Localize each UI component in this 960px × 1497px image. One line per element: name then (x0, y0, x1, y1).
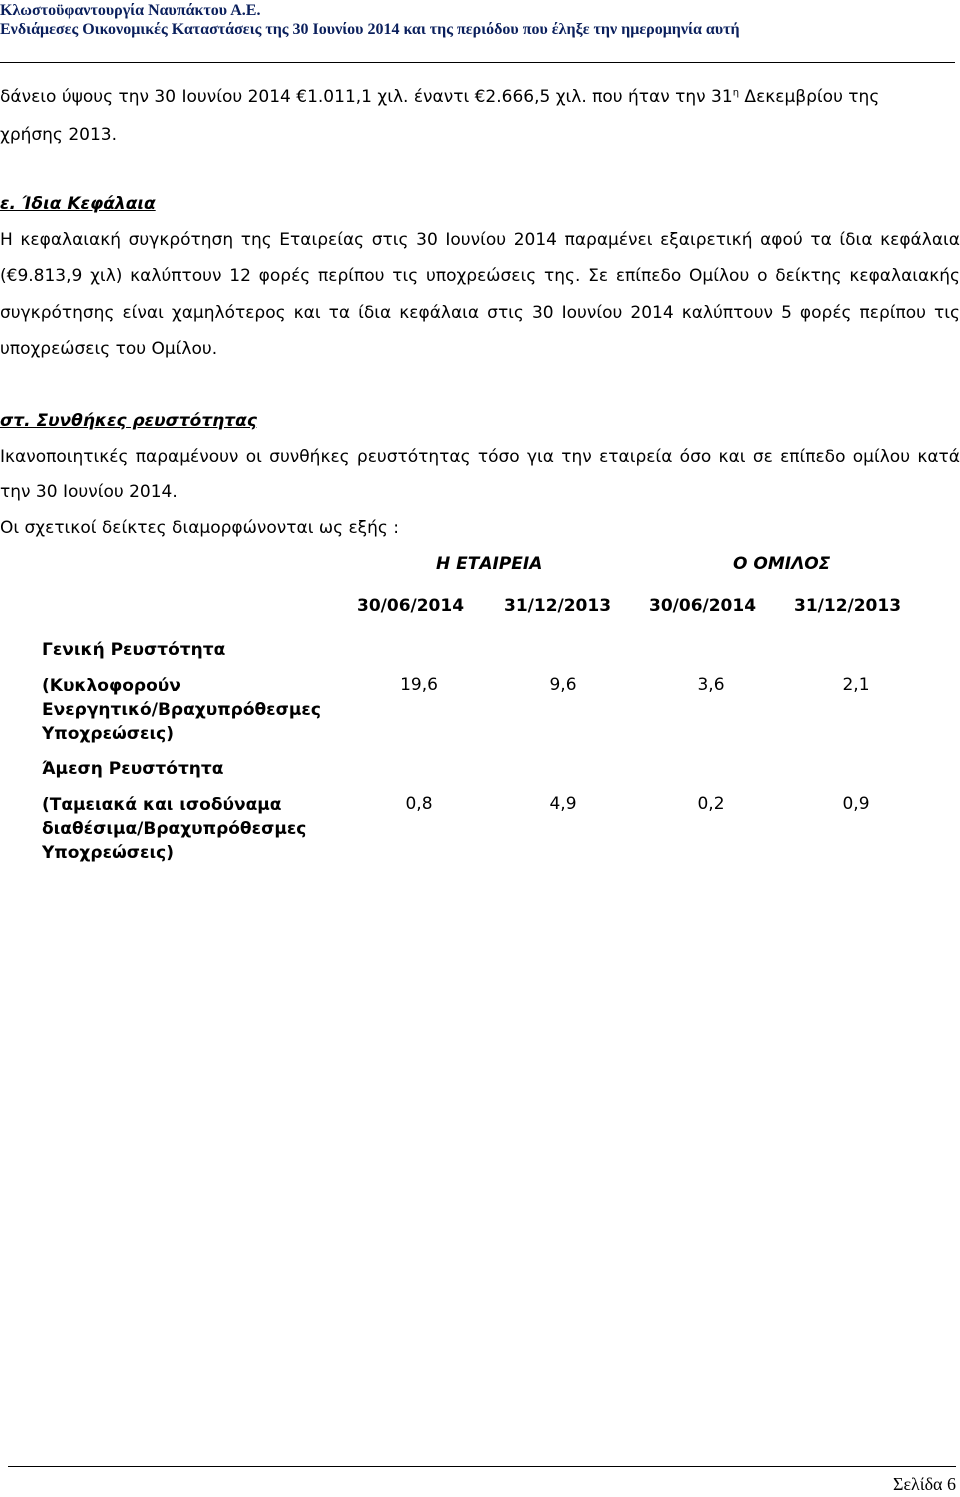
table-cell: 2,1 (842, 675, 870, 695)
column-date: 31/12/2013 (504, 596, 612, 616)
footer-rule (8, 1466, 956, 1467)
table-cell: 3,6 (697, 675, 725, 695)
table-cell: 0,9 (842, 794, 870, 814)
column-date: 30/06/2014 (357, 596, 465, 616)
row-description: (Κυκλοφορούν (42, 676, 181, 696)
row-title: Άμεση Ρευστότητα (42, 759, 224, 779)
equity-line-1: Η κεφαλαιακή συγκρότηση της Εταιρείας στις 30 Ιουνίου 2014 παραμένει εξαιρετική αφού τα ίδια κεφάλαια (0, 230, 960, 250)
row-description: διαθέσιμα/Βραχυπρόθεσμες (42, 819, 307, 839)
liquidity-line-1: Ικανοποιητικές παραμένουν οι συνθήκες ρευστότητας τόσο για την εταιρεία όσο και σε επίπεδο ομίλου κατά (0, 447, 960, 467)
intro-line-1-text: δάνειο ύψους την 30 Ιουνίου 2014 €1.011,1 χιλ. έναντι €2.666,5 χιλ. που ήταν την $31^\eta$ Δεκεμβρίου της (0, 87, 880, 107)
liquidity-line-2: την 30 Ιουνίου 2014. (0, 482, 178, 502)
equity-line-4: υποχρεώσεις του Ομίλου. (0, 339, 218, 359)
row-description: Υποχρεώσεις) (42, 724, 174, 744)
row-description: Ενεργητικό/Βραχυπρόθεσμες (42, 700, 321, 720)
table-cell: 9,6 (549, 675, 577, 695)
intro-line-1 (0, 87, 960, 107)
row-description: Υποχρεώσεις) (42, 843, 174, 863)
intro-line-2: χρήσης 2013. (0, 125, 117, 145)
equity-line-3: συγκρότησης είναι χαμηλότερος και τα ίδια κεφάλαια στις 30 Ιουνίου 2014 καλύπτουν 5 φορές περίπου τις (0, 303, 960, 323)
table-cell: 0,2 (697, 794, 725, 814)
document-subtitle: Ενδιάμεσες Οικονομικές Καταστάσεις της 30 Ιουνίου 2014 και της περιόδου που έληξε την ημερομηνία αυτή (0, 21, 740, 38)
header-rule (0, 62, 955, 63)
table-cell: 19,6 (400, 675, 438, 695)
column-date: 31/12/2013 (794, 596, 902, 616)
page-number: Σελίδα 6 (892, 1474, 956, 1494)
liquidity-line-3: Οι σχετικοί δείκτες διαμορφώνονται ως εξής : (0, 518, 400, 538)
column-group-company: Η ΕΤΑΙΡΕΙΑ (436, 554, 543, 574)
row-title: Γενική Ρευστότητα (42, 640, 226, 660)
equity-line-2: (€9.813,9 χιλ) καλύπτουν 12 φορές περίπου τις υποχρεώσεις της. Σε επίπεδο Ομίλου ο δείκτης κεφαλαιακής (0, 266, 960, 286)
table-cell: 4,9 (549, 794, 577, 814)
column-group-group: Ο ΟΜΙΛΟΣ (733, 554, 831, 574)
superscript: η (732, 87, 740, 99)
table-cell: 0,8 (405, 794, 433, 814)
section-heading-equity: ε. Ίδια Κεφάλαια (0, 194, 156, 214)
section-heading-liquidity: στ. Συνθήκες ρευστότητας (0, 411, 257, 431)
row-description: (Ταμειακά και ισοδύναμα (42, 795, 282, 815)
company-name: Κλωστοϋφαντουργία Ναυπάκτου Α.Ε. (0, 2, 261, 19)
column-date: 30/06/2014 (649, 596, 757, 616)
